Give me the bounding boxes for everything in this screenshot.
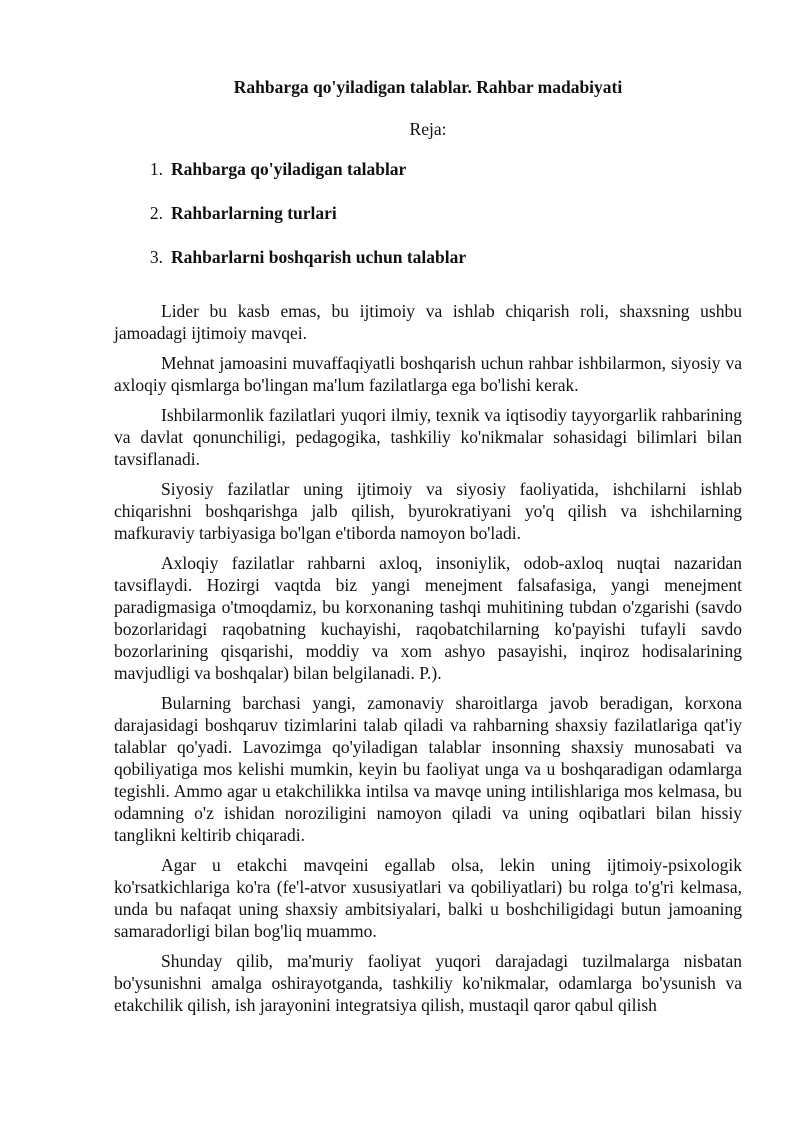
body-paragraph: Shunday qilib, ma'muriy faoliyat yuqori darajadagi tuzilmalarga nisbatan bo'ysunishni amalga oshirayotganda, tashkiliy ko'nikmalar, odamlarga bo'ysunish va etakchilik qilish, ish jarayonini integratsiya qilish, mustaqil qaror qabul qilish	[114, 951, 742, 1015]
body-paragraph: Siyosiy fazilatlar uning ijtimoiy va siyosiy faoliyatida, ishchilarni ishlab chiqarishni boshqarishga jalb qilish, byurokratiyani yo'q qilish va ishchilarning mafkuraviy tarbiyasiga bo'lgan e'tiborda namoyon bo'ladi.	[114, 479, 742, 543]
body-paragraph: Bularning barchasi yangi, zamonaviy sharoitlarga javob beradigan, korxona darajasidagi boshqaruv tizimlarini talab qiladi va rahbarning shaxsiy fazilatlariga qat'iy talablar qo'yadi. Lavozimga qo'yiladigan talablar insonning shaxsiy munosabati va qobiliyatiga mos kelishi mumkin, keyin bu faoliyat unga va u boshqaradigan odamlarga tegishli. Ammo agar u etakchilikka intilsa va mavqe uning intilishlariga mos kelmasa, bu odamning o'z ishidan noroziligini namoyon qiladi va uning oqibatlari bilan hissiy tanglikni keltirib chiqaradi.	[114, 693, 742, 845]
plan-list	[114, 158, 742, 268]
plan-item-text: Rahbarlarning turlari	[171, 203, 337, 223]
document-title: Rahbarga qo'yiladigan talablar. Rahbar madabiyati	[233, 77, 623, 97]
plan-item-text: Rahbarga qo'yiladigan talablar	[171, 159, 407, 179]
body-paragraph: Agar u etakchi mavqeini egallab olsa, lekin uning ijtimoiy-psixologik ko'rsatkichlariga ko'ra (fe'l-atvor xususiyatlari va qobiliyatlari) bu rolga to'g'ri kelmasa, unda bu nafaqat uning shaxsiy ambitsiyalari, balki u boshchiligidagi butun jamoaning samaradorligi bilan bog'liq muammo.	[114, 855, 742, 941]
document-body	[114, 300, 742, 1016]
plan-item-number: 2.	[149, 203, 163, 223]
plan-item-number: 3.	[149, 247, 163, 267]
plan-item	[114, 158, 742, 180]
plan-item	[114, 202, 742, 224]
body-paragraph: Axloqiy fazilatlar rahbarni axloq, insoniylik, odob-axloq nuqtai nazaridan tavsiflaydi. Hozirgi vaqtda biz yangi menejment falsafasiga, yangi menejment paradigmasiga o'tmoqdamiz, bu korxonaning tashqi muhitining tubdan o'zgarishi (savdo bozorlaridagi raqobatning kuchayishi, raqobatchilarning ko'payishi tufayli savdo bozorlarining qisqarishi, moddiy va xom ashyo pasayishi, inqiroz hodisalarining mavjudligi va boshqalar) bilan belgilanadi. P.).	[114, 553, 742, 683]
plan-item-number: 1.	[149, 159, 163, 179]
plan-heading: Reja:	[409, 119, 447, 139]
plan-item-text: Rahbarlarni boshqarish uchun talablar	[171, 247, 467, 267]
body-paragraph: Ishbilarmonlik fazilatlari yuqori ilmiy, texnik va iqtisodiy tayyorgarlik rahbarining va davlat qonunchiligi, pedagogika, tashkiliy ko'nikmalar sohasidagi bilimlari bilan tavsiflanadi.	[114, 405, 742, 469]
body-paragraph: Lider bu kasb emas, bu ijtimoiy va ishlab chiqarish roli, shaxsning ushbu jamoadagi ijtimoiy mavqei.	[114, 301, 742, 343]
body-paragraph: Mehnat jamoasini muvaffaqiyatli boshqarish uchun rahbar ishbilarmon, siyosiy va axloqiy qismlarga bo'lingan ma'lum fazilatlarga ega bo'lishi kerak.	[114, 353, 742, 395]
plan-item	[114, 246, 742, 268]
